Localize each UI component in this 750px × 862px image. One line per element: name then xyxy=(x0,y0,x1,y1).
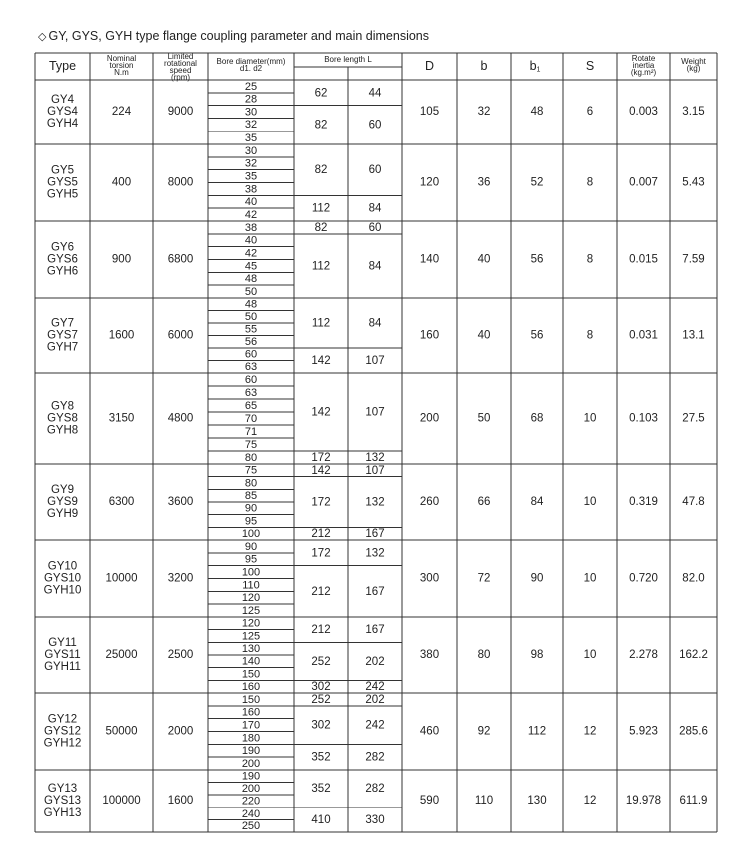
b-value: 40 xyxy=(477,329,491,342)
bore-diameter-value: 190 xyxy=(241,770,261,783)
header-inertia-line: (kg.m²) xyxy=(630,68,657,78)
type-label: GYS10 xyxy=(43,572,82,585)
bore-length-b-value: 60 xyxy=(368,119,382,132)
bore-diameter-value: 42 xyxy=(244,208,258,221)
header-bore-length: Bore length L xyxy=(324,55,372,65)
speed-value: 2000 xyxy=(167,725,194,738)
bore-length-b-value: 84 xyxy=(368,202,382,215)
bore-diameter-value: 100 xyxy=(241,566,261,579)
weight-value: 611.9 xyxy=(679,795,708,808)
diamond-icon: ◇ xyxy=(38,31,47,43)
bore-diameter-value: 160 xyxy=(241,681,261,694)
header-bore-diameter-line: d1. d2 xyxy=(239,64,263,74)
weight-value: 13.1 xyxy=(682,329,705,342)
bore-diameter-value: 200 xyxy=(241,757,261,770)
S-value: 10 xyxy=(583,649,597,662)
D-value: 300 xyxy=(419,572,440,585)
bore-diameter-value: 90 xyxy=(244,540,258,553)
bore-diameter-value: 40 xyxy=(244,234,258,247)
bore-length-b-value: 167 xyxy=(365,585,385,598)
header-b1-subscript: 1 xyxy=(536,66,541,74)
bore-length-a-value: 62 xyxy=(314,87,328,100)
bore-length-b-value: 44 xyxy=(368,87,382,100)
b-value: 36 xyxy=(477,176,491,189)
bore-length-a-value: 302 xyxy=(311,719,331,732)
torsion-value: 100000 xyxy=(102,795,141,808)
type-label: GY4 xyxy=(50,94,75,107)
b-value: 110 xyxy=(474,795,494,808)
bore-diameter-value: 160 xyxy=(241,706,261,719)
speed-value: 3200 xyxy=(167,572,194,585)
bore-length-a-value: 82 xyxy=(314,164,328,177)
bore-diameter-value: 25 xyxy=(244,80,258,93)
b1-value: 98 xyxy=(530,649,544,662)
type-label: GYH8 xyxy=(46,424,79,437)
bore-diameter-value: 125 xyxy=(241,604,261,617)
torsion-value: 10000 xyxy=(105,572,138,585)
header-S: S xyxy=(585,58,595,73)
type-label: GYH6 xyxy=(46,265,79,278)
torsion-value: 1600 xyxy=(108,329,135,342)
inertia-value: 0.007 xyxy=(629,176,658,189)
b1-value: 68 xyxy=(530,412,544,425)
bore-length-b-value: 330 xyxy=(365,814,385,827)
bore-diameter-value: 80 xyxy=(244,451,258,464)
header-b1: $b_1$ xyxy=(529,58,541,74)
speed-value: 9000 xyxy=(167,106,194,119)
S-value: 8 xyxy=(586,329,594,342)
type-label: GY8 xyxy=(50,400,75,413)
weight-value: 47.8 xyxy=(682,496,705,509)
bore-length-b-value: 84 xyxy=(368,260,382,273)
bore-diameter-value: 80 xyxy=(244,477,258,490)
bore-diameter-value: 75 xyxy=(244,438,258,451)
type-label: GY13 xyxy=(47,783,78,796)
bore-diameter-value: 48 xyxy=(244,298,258,311)
title-text: GY, GYS, GYH type flange coupling parameter and main dimensions xyxy=(48,29,429,43)
bore-diameter-value: 170 xyxy=(241,719,261,732)
weight-value: 27.5 xyxy=(682,412,705,425)
inertia-value: 0.720 xyxy=(629,572,658,585)
bore-length-a-value: 172 xyxy=(311,547,331,560)
b1-value: 90 xyxy=(530,572,544,585)
bore-length-b-value: 242 xyxy=(365,719,385,732)
bore-diameter-value: 190 xyxy=(241,745,261,758)
type-label: GYH11 xyxy=(44,661,81,674)
weight-value: 3.15 xyxy=(682,106,705,119)
bore-length-a-value: 302 xyxy=(311,681,331,694)
header-weight-line: Weight xyxy=(681,57,706,67)
bore-diameter-value: 110 xyxy=(242,579,260,592)
inertia-value: 0.103 xyxy=(629,412,658,425)
bore-length-a-value: 172 xyxy=(311,452,331,465)
bore-length-a-value: 112 xyxy=(311,317,331,330)
bore-diameter-value: 32 xyxy=(244,157,258,170)
b-value: 92 xyxy=(477,725,491,738)
type-label: GYH13 xyxy=(43,807,82,820)
type-label: GYS12 xyxy=(43,725,82,738)
bore-length-a-value: 142 xyxy=(311,464,331,477)
header-D: D xyxy=(424,58,435,73)
bore-diameter-value: 30 xyxy=(244,144,258,157)
inertia-value: 5.923 xyxy=(629,725,658,738)
bore-length-b-value: 107 xyxy=(365,355,385,368)
bore-length-b-value: 132 xyxy=(365,547,385,560)
type-label: GY6 xyxy=(50,241,75,254)
bore-length-a-value: 142 xyxy=(311,355,331,368)
header-b: b xyxy=(480,58,488,73)
bore-diameter-value: 220 xyxy=(241,795,261,808)
speed-value: 1600 xyxy=(167,795,194,808)
bore-diameter-value: 48 xyxy=(244,273,258,286)
bore-diameter-value: 40 xyxy=(244,196,258,209)
bore-length-a-value: 252 xyxy=(311,655,331,668)
bore-diameter-value: 100 xyxy=(241,528,261,541)
S-value: 8 xyxy=(586,253,594,266)
bore-length-b-value: 107 xyxy=(365,406,385,419)
b-value: 72 xyxy=(477,572,491,585)
bore-length-b-value: 167 xyxy=(365,528,385,541)
D-value: 200 xyxy=(419,412,440,425)
bore-diameter-value: 35 xyxy=(244,132,258,145)
bore-diameter-value: 60 xyxy=(244,373,258,386)
torsion-value: 900 xyxy=(111,253,132,266)
b1-value: 84 xyxy=(530,496,544,509)
bore-diameter-value: 63 xyxy=(244,361,258,374)
bore-diameter-value: 38 xyxy=(244,183,258,196)
bore-diameter-value: 95 xyxy=(244,515,258,528)
D-value: 460 xyxy=(419,725,440,738)
weight-value: 162.2 xyxy=(679,649,708,662)
inertia-value: 0.319 xyxy=(629,496,658,509)
type-label: GYS7 xyxy=(47,329,78,342)
bore-length-b-value: 132 xyxy=(365,452,385,465)
speed-value: 2500 xyxy=(167,649,194,662)
b-value: 40 xyxy=(477,253,491,266)
header-speed-line: rotational xyxy=(164,59,197,69)
D-value: 380 xyxy=(419,649,440,662)
type-label: GY5 xyxy=(50,164,75,177)
D-value: 160 xyxy=(419,329,440,342)
weight-value: 285.6 xyxy=(679,725,708,738)
type-label: GY11 xyxy=(48,637,77,650)
b1-value: 56 xyxy=(530,253,544,266)
header-inertia-line: Rotate xyxy=(631,54,656,64)
b1-value: 48 xyxy=(530,106,544,119)
bore-diameter-value: 65 xyxy=(244,399,258,412)
type-label: GYS11 xyxy=(44,649,81,662)
b1-value: 56 xyxy=(530,329,544,342)
D-value: 120 xyxy=(419,176,440,189)
header-speed-line: Limited xyxy=(167,52,194,62)
bore-length-a-value: 82 xyxy=(314,119,328,132)
bore-diameter-value: 28 xyxy=(244,93,258,106)
b-value: 32 xyxy=(477,106,491,119)
S-value: 10 xyxy=(583,572,597,585)
bore-length-a-value: 82 xyxy=(314,221,328,234)
type-label: GYS8 xyxy=(47,412,78,425)
bore-length-b-value: 202 xyxy=(365,693,385,706)
bore-diameter-value: 120 xyxy=(241,592,261,605)
bore-length-b-value: 132 xyxy=(365,496,385,509)
speed-value: 6000 xyxy=(167,329,194,342)
b1-value: 130 xyxy=(527,795,547,808)
torsion-value: 6300 xyxy=(108,496,135,509)
bore-length-b-value: 107 xyxy=(365,464,385,477)
header-type: Type xyxy=(48,58,77,73)
bore-length-a-value: 142 xyxy=(311,406,331,419)
bore-length-b-value: 167 xyxy=(365,624,385,637)
type-label: GY7 xyxy=(50,317,75,330)
type-label: GY12 xyxy=(47,713,78,726)
type-label: GYS9 xyxy=(47,496,78,509)
speed-value: 8000 xyxy=(167,176,194,189)
bore-length-b-value: 282 xyxy=(365,751,385,764)
bore-length-a-value: 212 xyxy=(311,528,331,541)
bore-diameter-value: 200 xyxy=(241,783,261,796)
b1-value: 52 xyxy=(530,176,544,189)
bore-diameter-value: 50 xyxy=(244,285,258,298)
weight-value: 5.43 xyxy=(682,176,705,189)
bore-length-a-value: 172 xyxy=(311,496,331,509)
bore-length-b-value: 60 xyxy=(368,164,382,177)
inertia-value: 0.003 xyxy=(629,106,658,119)
b1-value: 112 xyxy=(527,725,547,738)
bore-length-a-value: 112 xyxy=(311,260,331,273)
bore-diameter-value: 32 xyxy=(244,119,258,132)
weight-value: 82.0 xyxy=(682,572,705,585)
header-speed-line: (rpm) xyxy=(170,73,191,83)
speed-value: 4800 xyxy=(167,412,194,425)
S-value: 10 xyxy=(583,496,597,509)
type-label: GYS4 xyxy=(47,106,78,119)
S-value: 8 xyxy=(586,176,594,189)
header-inertia-line: inertia xyxy=(632,61,655,71)
bore-diameter-value: 140 xyxy=(241,655,261,668)
type-label: GYH10 xyxy=(43,584,82,597)
bore-diameter-value: 85 xyxy=(244,490,258,503)
type-label: GYS6 xyxy=(47,253,78,266)
bore-length-b-value: 242 xyxy=(365,681,385,694)
bore-diameter-value: 38 xyxy=(244,221,258,234)
bore-diameter-value: 130 xyxy=(241,643,261,656)
header-speed-line: speed xyxy=(169,66,192,76)
bore-diameter-value: 56 xyxy=(244,336,258,349)
bore-diameter-value: 150 xyxy=(241,693,261,706)
bore-diameter-value: 70 xyxy=(244,412,258,425)
bore-diameter-value: 150 xyxy=(241,668,261,681)
inertia-value: 2.278 xyxy=(629,649,658,662)
inertia-value: 0.031 xyxy=(629,329,658,342)
bore-diameter-value: 30 xyxy=(244,106,258,119)
b-value: 66 xyxy=(477,496,491,509)
bore-diameter-value: 125 xyxy=(241,630,261,643)
type-label: GYH9 xyxy=(46,508,79,521)
bore-length-b-value: 282 xyxy=(365,783,385,796)
bore-length-a-value: 252 xyxy=(311,693,331,706)
torsion-value: 3150 xyxy=(108,412,135,425)
bore-diameter-value: 95 xyxy=(244,553,258,566)
torsion-value: 25000 xyxy=(105,649,138,662)
D-value: 105 xyxy=(419,106,440,119)
bore-length-a-value: 352 xyxy=(311,751,331,764)
type-label: GYH7 xyxy=(46,341,79,354)
bore-length-a-value: 212 xyxy=(311,585,331,598)
type-label: GYS13 xyxy=(43,795,82,808)
S-value: 12 xyxy=(583,795,597,808)
D-value: 590 xyxy=(419,795,440,808)
bore-length-a-value: 410 xyxy=(311,814,331,827)
S-value: 6 xyxy=(586,106,594,119)
torsion-value: 400 xyxy=(111,176,132,189)
bore-length-a-value: 352 xyxy=(311,783,331,796)
type-label: GYH5 xyxy=(46,188,79,201)
bore-diameter-value: 180 xyxy=(241,732,261,745)
type-label: GYH4 xyxy=(46,118,79,131)
inertia-value: 19.978 xyxy=(625,795,662,808)
bore-diameter-value: 35 xyxy=(244,170,258,183)
inertia-value: 0.015 xyxy=(629,253,658,266)
weight-value: 7.59 xyxy=(682,253,705,266)
type-label: GY9 xyxy=(50,484,75,497)
speed-value: 6800 xyxy=(167,253,194,266)
header-weight-line: (kg) xyxy=(686,64,701,74)
S-value: 10 xyxy=(583,412,597,425)
torsion-value: 50000 xyxy=(105,725,138,738)
bore-length-b-value: 84 xyxy=(368,317,382,330)
bore-diameter-value: 120 xyxy=(241,617,261,630)
bore-length-b-value: 202 xyxy=(365,655,385,668)
bore-diameter-value: 63 xyxy=(244,386,258,399)
bore-diameter-value: 50 xyxy=(244,311,258,324)
header-torsion-line: Nominal xyxy=(106,54,137,64)
b-value: 80 xyxy=(477,649,491,662)
D-value: 140 xyxy=(419,253,440,266)
torsion-value: 224 xyxy=(111,106,132,119)
bore-diameter-value: 55 xyxy=(244,323,258,336)
b-value: 50 xyxy=(477,412,491,425)
header-torsion-line: torsion xyxy=(109,61,134,71)
bore-diameter-value: 75 xyxy=(244,464,258,477)
bore-diameter-value: 250 xyxy=(241,820,261,833)
S-value: 12 xyxy=(583,725,597,738)
bore-diameter-value: 60 xyxy=(244,348,258,361)
header-bore-diameter-line: Bore diameter(mm) xyxy=(216,57,286,67)
bore-diameter-value: 45 xyxy=(244,260,258,273)
type-label: GY10 xyxy=(47,560,78,573)
type-label: GYH12 xyxy=(43,737,82,750)
bore-diameter-value: 71 xyxy=(244,425,258,438)
type-label: GYS5 xyxy=(47,176,78,189)
bore-diameter-value: 42 xyxy=(244,247,258,260)
bore-length-a-value: 212 xyxy=(311,624,331,637)
speed-value: 3600 xyxy=(167,496,194,509)
bore-diameter-value: 90 xyxy=(244,502,258,515)
D-value: 260 xyxy=(419,496,440,509)
header-torsion-line: N.m xyxy=(114,68,129,78)
bore-length-b-value: 60 xyxy=(368,221,382,234)
bore-length-a-value: 112 xyxy=(311,202,331,215)
bore-diameter-value: 240 xyxy=(241,807,261,820)
